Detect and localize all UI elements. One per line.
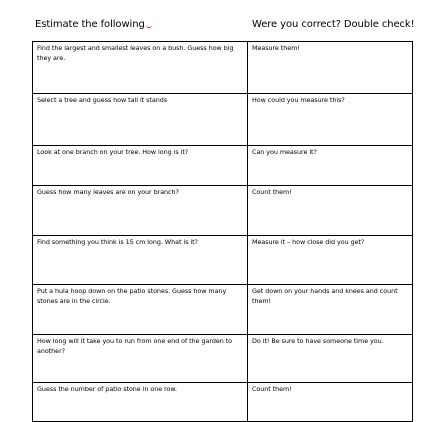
worksheet-header xyxy=(35,19,437,35)
estimate-column-title xyxy=(35,19,152,30)
check-cell: How could you measure this? xyxy=(248,94,413,146)
check-cell: Count them! xyxy=(248,383,413,422)
estimate-cell: Put a hula hoop down on the patio stones. Guess how many stones are in the circle. xyxy=(33,285,248,335)
estimate-cell: Find the largest and smallest leaves on a bush. Guess how big they are. xyxy=(33,42,248,94)
estimate-cell: Select a tree and guess how tall it stands xyxy=(33,94,248,146)
check-cell: Get down on your hands and knees and count them! xyxy=(248,285,413,335)
table-row xyxy=(33,236,413,285)
estimate-cell: How long will it take you to run from one end of the garden to another? xyxy=(33,335,248,383)
check-cell: Measure it – how close did you get? xyxy=(248,236,413,285)
estimate-cell: Guess the number of patio stone in one row. xyxy=(33,383,248,422)
check-column-title: Were you correct? Double check! xyxy=(252,19,415,30)
table-row xyxy=(33,94,413,146)
estimate-cell: Find something you think is 15 cm long. What is it? xyxy=(33,236,248,285)
check-cell: Can you measure it? xyxy=(248,146,413,186)
table-row xyxy=(33,186,413,236)
table-row xyxy=(33,383,413,422)
check-cell: Count them! xyxy=(248,186,413,236)
spellcheck-squiggle-icon xyxy=(146,23,152,28)
check-cell: Do it! Be sure to have someone time you. xyxy=(248,335,413,383)
estimate-cell: Guess how many leaves are on your branch? xyxy=(33,186,248,236)
table-row xyxy=(33,285,413,335)
check-cell: Measure them! xyxy=(248,42,413,94)
table-row xyxy=(33,335,413,383)
table-row xyxy=(33,42,413,94)
table-row xyxy=(33,146,413,186)
estimation-table xyxy=(32,41,413,422)
estimate-cell: Look at one branch on your tree. How long is it? xyxy=(33,146,248,186)
estimate-title-text: Estimate the following xyxy=(35,19,145,30)
